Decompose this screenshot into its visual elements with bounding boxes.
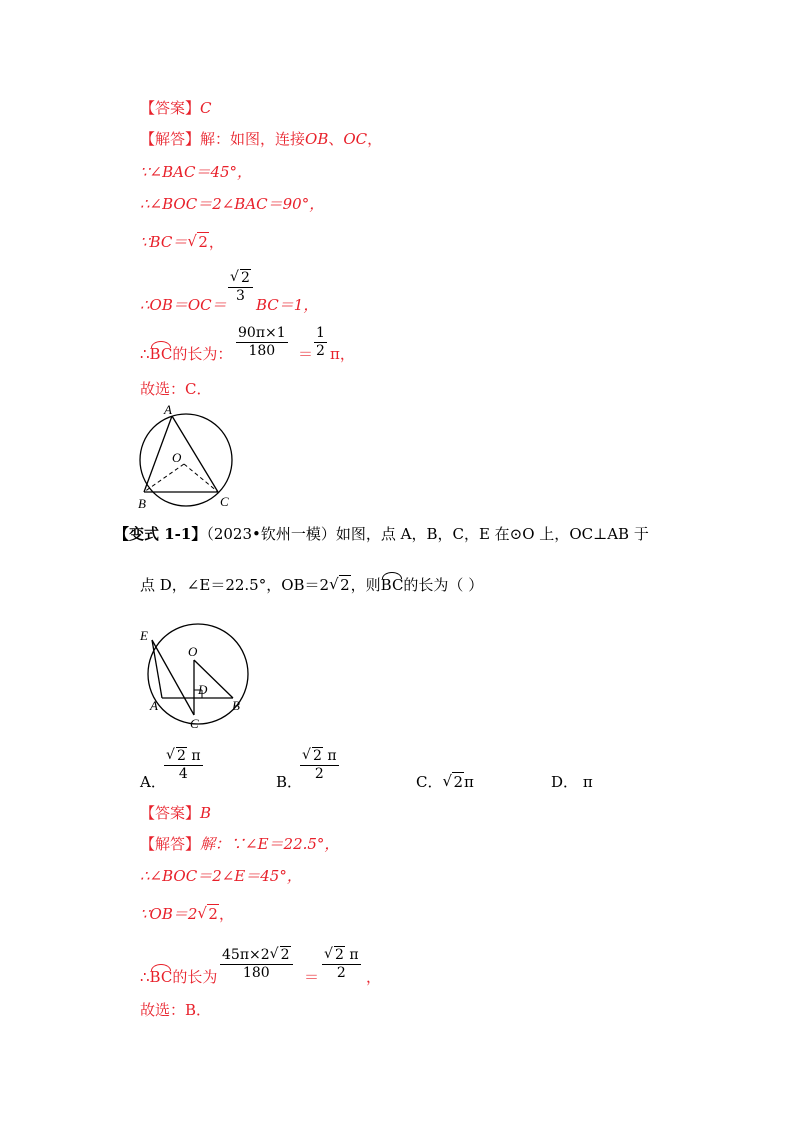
- explain-label: 【解答】: [140, 130, 201, 148]
- choose-line: 故选：C．: [140, 380, 212, 398]
- label-o: O: [172, 450, 182, 465]
- explain-line-1: [140, 129, 382, 149]
- segment-oc: OC: [343, 130, 368, 148]
- label-c: C: [190, 716, 199, 731]
- fraction-arc-length-2: $\frac{45\pi\times 2√ 2}{180}$: [220, 947, 293, 982]
- variant-title: 【变式 1-1】: [114, 525, 207, 543]
- line5-post: BC＝1，: [256, 296, 319, 314]
- fraction-arc-length: $\frac{90\pi\times 1}{180}$: [238, 325, 286, 359]
- variant-question-text: 如图，点 A，B，C，E 在⊙O 上，OC⊥AB 于: [335, 525, 649, 543]
- option-a-fraction: √ $\frac{2 \pi}{4}$: [164, 748, 203, 783]
- sqrt-expression: √ 2: [187, 232, 209, 252]
- label-b: B: [232, 698, 240, 713]
- fraction-result: √ $\frac{2 \pi}{2}$: [322, 947, 361, 982]
- equals: ＝: [298, 345, 314, 363]
- explain2-line-2: ∴∠BOC＝2∠E＝45°，: [140, 867, 302, 885]
- line-ab: [144, 416, 172, 492]
- label-d: D: [198, 682, 208, 697]
- explain-line-2: ∵∠BAC＝45°，: [140, 163, 253, 181]
- arc-bc: BC: [149, 968, 173, 986]
- explain2-line-3: ∵OB＝2√ 2，: [140, 904, 234, 924]
- label-e: E: [140, 628, 148, 643]
- option-d: D． π: [551, 773, 593, 791]
- option-b-fraction: √ $\frac{2 \pi}{2}$: [300, 748, 339, 783]
- variant-question-line-1: [114, 524, 649, 544]
- equals: ＝: [304, 968, 320, 986]
- explain2-line-1: 【解答】解：∵∠E＝22.5°，: [140, 835, 340, 853]
- label-o: O: [188, 644, 198, 659]
- variant-source: （2023•钦州一模）: [206, 525, 336, 543]
- explain-text: 解：如图，连接: [200, 130, 306, 148]
- answer-value: C: [200, 99, 212, 117]
- fraction-sqrt2-over-3: √ $\frac{2}{3}$: [228, 270, 253, 305]
- label-a: A: [164, 402, 172, 417]
- label-b: B: [138, 496, 146, 511]
- arc-bc: BC: [149, 345, 173, 363]
- separator: 、: [328, 130, 344, 148]
- explain-line-4: [140, 232, 224, 252]
- sqrt-expression: √ 2: [329, 575, 351, 595]
- line4-post: ，: [208, 233, 224, 251]
- answer-value: B: [200, 804, 212, 822]
- explain-line-5: [140, 295, 227, 315]
- choose-line-2: 故选：B．: [140, 1001, 212, 1019]
- option-a-label: A．: [140, 773, 166, 791]
- explain2-line-4: ∴BC的长为: [140, 968, 218, 986]
- figure-circle-1: [134, 402, 244, 512]
- answer-label: 【答案】: [140, 99, 201, 117]
- explain2-post: ，: [366, 968, 382, 986]
- figure-circle-2: [134, 622, 254, 734]
- label-c: C: [220, 494, 229, 509]
- answer-label: 【答案】: [140, 804, 201, 822]
- fraction-one-half: $\frac{1}{2}$: [316, 325, 325, 359]
- option-b-label: B．: [276, 773, 303, 791]
- variant-question-line-2: 点 D，∠E＝22.5°，OB＝2√ 2，则BC的长为（ ）: [140, 575, 483, 595]
- segment-ob: OB: [305, 130, 329, 148]
- comma: ，: [367, 130, 383, 148]
- arc-bc: BC: [380, 576, 404, 594]
- option-c: C．√ 2π: [416, 772, 474, 792]
- answer-line-2: [140, 803, 211, 823]
- label-a: A: [150, 698, 158, 713]
- explain-label: 【解答】: [140, 835, 201, 853]
- answer-line-1: [140, 98, 212, 118]
- line4-pre: ∵BC＝: [140, 233, 188, 251]
- explain-line-6: ∴BC的长为：: [140, 345, 233, 363]
- line6-post: π，: [330, 345, 355, 363]
- explain-line-3: ∴∠BOC＝2∠BAC＝90°，: [140, 195, 325, 213]
- line-oc-dashed: [184, 464, 218, 492]
- line5-pre: ∴OB＝OC＝: [140, 296, 227, 314]
